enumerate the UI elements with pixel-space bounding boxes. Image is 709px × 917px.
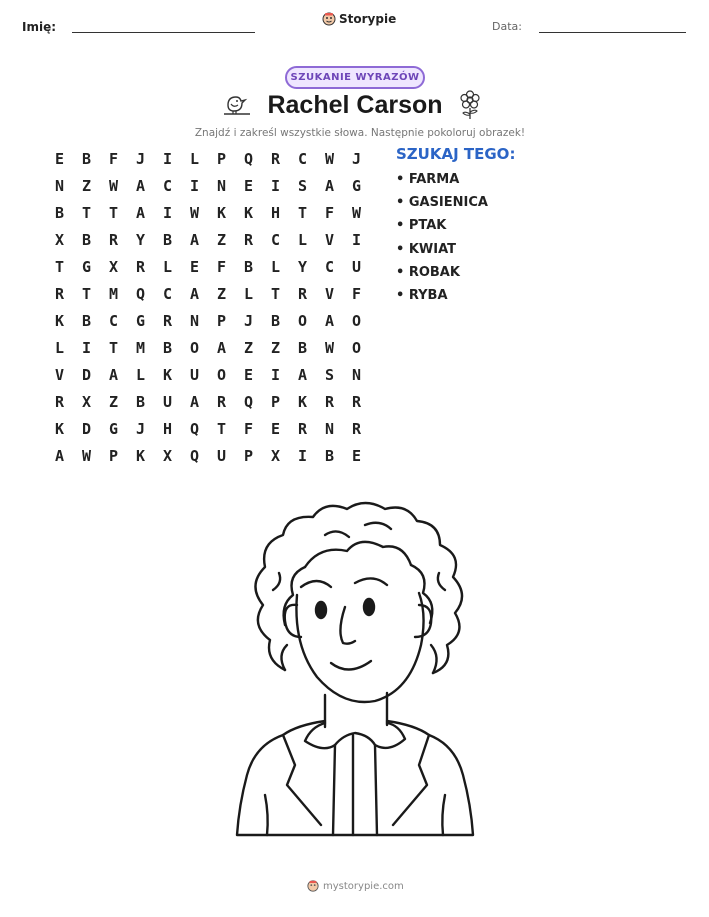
grid-letter[interactable]: I [81, 338, 92, 357]
grid-letter[interactable]: B [324, 446, 335, 465]
grid-letter[interactable]: H [162, 419, 173, 438]
grid-letter[interactable]: T [108, 338, 119, 357]
grid-letter[interactable]: B [81, 149, 92, 168]
brand [322, 12, 396, 26]
grid-letter[interactable]: S [324, 365, 335, 384]
instructions: Znajdź i zakreśl wszystkie słowa. Następnie pokoloruj obrazek! [194, 127, 526, 139]
word-search-grid[interactable] [46, 145, 370, 469]
grid-letter[interactable]: P [108, 446, 119, 465]
grid-letter[interactable]: R [108, 230, 119, 249]
grid-letter[interactable]: T [216, 419, 227, 438]
grid-letter[interactable]: I [162, 203, 173, 222]
grid-letter[interactable]: E [189, 257, 200, 276]
grid-letter[interactable]: X [81, 392, 92, 411]
grid-row [46, 172, 370, 199]
grid-letter[interactable]: T [81, 203, 92, 222]
grid-letter[interactable]: X [54, 230, 65, 249]
word-item: • GASIENICA [396, 195, 488, 211]
grid-row [46, 442, 370, 469]
grid-letter[interactable]: R [297, 419, 308, 438]
grid-letter[interactable]: R [54, 392, 65, 411]
grid-letter[interactable]: I [270, 365, 281, 384]
grid-letter[interactable]: R [54, 284, 65, 303]
grid-letter[interactable]: Q [135, 284, 146, 303]
brand-name: Storypie [339, 12, 397, 26]
grid-letter[interactable]: N [54, 176, 65, 195]
grid-letter[interactable]: G [108, 419, 119, 438]
grid-letter[interactable]: Q [189, 446, 200, 465]
grid-letter[interactable]: B [54, 203, 65, 222]
activity-badge: SZUKANIE WYRAZÓW [285, 66, 425, 89]
grid-letter[interactable]: X [162, 446, 173, 465]
grid-letter[interactable]: K [216, 203, 227, 222]
word-item: • KWIAT [396, 241, 457, 257]
grid-letter[interactable]: Y [135, 230, 146, 249]
grid-letter[interactable]: F [351, 284, 362, 303]
grid-letter[interactable]: A [135, 176, 146, 195]
grid-letter[interactable]: R [324, 392, 335, 411]
grid-letter[interactable]: X [108, 257, 119, 276]
grid-letter[interactable]: W [189, 203, 200, 222]
grid-letter[interactable]: Z [270, 338, 281, 357]
word-list-title: SZUKAJ TEGO: [396, 145, 516, 163]
grid-letter[interactable]: X [270, 446, 281, 465]
grid-letter[interactable]: Z [108, 392, 119, 411]
flower-icon [457, 90, 483, 120]
grid-letter[interactable]: I [270, 176, 281, 195]
grid-letter[interactable]: A [297, 365, 308, 384]
grid-letter[interactable]: C [324, 257, 335, 276]
grid-letter[interactable]: B [135, 392, 146, 411]
grid-letter[interactable]: K [162, 365, 173, 384]
grid-letter[interactable]: C [162, 284, 173, 303]
grid-letter[interactable]: A [135, 203, 146, 222]
grid-letter[interactable]: P [216, 149, 227, 168]
grid-letter[interactable]: U [351, 257, 362, 276]
grid-letter[interactable]: A [216, 338, 227, 357]
grid-letter[interactable]: F [108, 149, 119, 168]
grid-letter[interactable]: F [324, 203, 335, 222]
word-item: • ROBAK [396, 264, 460, 280]
grid-letter[interactable]: E [351, 446, 362, 465]
grid-letter[interactable]: W [108, 176, 119, 195]
grid-letter[interactable]: A [54, 446, 65, 465]
grid-letter[interactable]: P [270, 392, 281, 411]
grid-letter[interactable]: S [297, 176, 308, 195]
grid-letter[interactable]: N [189, 311, 200, 330]
grid-row [46, 334, 370, 361]
grid-letter[interactable]: C [297, 149, 308, 168]
grid-letter[interactable]: G [81, 257, 92, 276]
grid-letter[interactable]: A [324, 176, 335, 195]
grid-letter[interactable]: O [189, 338, 200, 357]
grid-letter[interactable]: Q [243, 392, 254, 411]
grid-letter[interactable]: O [297, 311, 308, 330]
grid-letter[interactable]: B [270, 311, 281, 330]
grid-letter[interactable]: B [81, 230, 92, 249]
grid-letter[interactable]: B [162, 230, 173, 249]
grid-letter[interactable]: R [351, 419, 362, 438]
bird-icon [222, 89, 254, 119]
grid-row [46, 253, 370, 280]
grid-letter[interactable]: W [324, 149, 335, 168]
grid-letter[interactable]: J [351, 149, 362, 168]
grid-letter[interactable]: E [243, 176, 254, 195]
grid-letter[interactable]: Y [297, 257, 308, 276]
grid-letter[interactable]: K [297, 392, 308, 411]
grid-letter[interactable]: A [189, 230, 200, 249]
grid-letter[interactable]: G [135, 311, 146, 330]
grid-letter[interactable]: D [81, 365, 92, 384]
grid-letter[interactable]: P [243, 446, 254, 465]
grid-letter[interactable]: N [351, 365, 362, 384]
grid-letter[interactable]: R [135, 257, 146, 276]
grid-letter[interactable]: T [81, 284, 92, 303]
grid-letter[interactable]: H [270, 203, 281, 222]
grid-letter[interactable]: F [216, 257, 227, 276]
date-label: Data: [492, 20, 522, 33]
grid-letter[interactable]: C [108, 311, 119, 330]
grid-letter[interactable]: Q [243, 149, 254, 168]
grid-letter[interactable]: G [351, 176, 362, 195]
grid-letter[interactable]: V [324, 230, 335, 249]
grid-letter[interactable]: I [162, 149, 173, 168]
grid-letter[interactable]: J [135, 419, 146, 438]
word-item: • RYBA [396, 287, 448, 303]
grid-letter[interactable]: C [162, 176, 173, 195]
grid-letter[interactable]: B [297, 338, 308, 357]
grid-letter[interactable]: B [162, 338, 173, 357]
grid-letter[interactable]: V [54, 365, 65, 384]
grid-letter[interactable]: N [216, 176, 227, 195]
storypie-logo-icon [322, 12, 336, 26]
grid-letter[interactable]: B [243, 257, 254, 276]
grid-letter[interactable]: L [243, 284, 254, 303]
grid-letter[interactable]: O [351, 338, 362, 357]
grid-letter[interactable]: E [270, 419, 281, 438]
word-item: • PTAK [396, 218, 447, 234]
grid-letter[interactable]: T [297, 203, 308, 222]
grid-letter[interactable]: I [189, 176, 200, 195]
grid-letter[interactable]: A [324, 311, 335, 330]
grid-letter[interactable]: W [81, 446, 92, 465]
grid-letter[interactable]: Q [189, 419, 200, 438]
grid-row [46, 145, 370, 172]
grid-letter[interactable]: T [108, 203, 119, 222]
grid-letter[interactable]: L [270, 257, 281, 276]
page-title: Rachel Carson [267, 91, 443, 119]
grid-letter[interactable]: A [189, 284, 200, 303]
grid-row [46, 415, 370, 442]
grid-letter[interactable]: U [216, 446, 227, 465]
grid-letter[interactable]: N [324, 419, 335, 438]
grid-letter[interactable]: Z [81, 176, 92, 195]
grid-letter[interactable]: U [189, 365, 200, 384]
storypie-logo-icon [307, 880, 319, 892]
grid-row [46, 388, 370, 415]
grid-letter[interactable]: I [297, 446, 308, 465]
word-list [396, 145, 676, 311]
grid-row [46, 199, 370, 226]
grid-letter[interactable]: K [54, 419, 65, 438]
grid-letter[interactable]: O [216, 365, 227, 384]
grid-letter[interactable]: K [135, 446, 146, 465]
grid-letter[interactable]: L [162, 257, 173, 276]
grid-letter[interactable]: E [54, 149, 65, 168]
grid-row [46, 226, 370, 253]
grid-letter[interactable]: Z [243, 338, 254, 357]
grid-letter[interactable]: M [135, 338, 146, 357]
grid-letter[interactable]: A [108, 365, 119, 384]
grid-letter[interactable]: C [270, 230, 281, 249]
grid-letter[interactable]: K [243, 203, 254, 222]
grid-letter[interactable]: T [54, 257, 65, 276]
grid-letter[interactable]: R [297, 284, 308, 303]
grid-letter[interactable]: Z [216, 230, 227, 249]
grid-letter[interactable]: R [243, 230, 254, 249]
grid-letter[interactable]: J [135, 149, 146, 168]
footer-url: mystorypie.com [323, 880, 404, 892]
grid-letter[interactable]: U [162, 392, 173, 411]
name-field[interactable] [72, 32, 255, 33]
grid-letter[interactable]: L [189, 149, 200, 168]
grid-letter[interactable]: R [351, 392, 362, 411]
grid-letter[interactable]: R [162, 311, 173, 330]
footer [307, 880, 404, 892]
grid-letter[interactable]: Z [216, 284, 227, 303]
grid-letter[interactable]: I [351, 230, 362, 249]
grid-letter[interactable]: R [216, 392, 227, 411]
coloring-portrait[interactable] [225, 495, 485, 845]
grid-letter[interactable]: M [108, 284, 119, 303]
grid-letter[interactable]: D [81, 419, 92, 438]
grid-letter[interactable]: R [270, 149, 281, 168]
grid-letter[interactable]: L [297, 230, 308, 249]
name-label: Imię: [22, 20, 57, 34]
grid-letter[interactable]: L [54, 338, 65, 357]
grid-letter[interactable]: J [243, 311, 254, 330]
grid-letter[interactable]: O [351, 311, 362, 330]
grid-letter[interactable]: W [351, 203, 362, 222]
date-field[interactable] [539, 32, 686, 33]
grid-row [46, 280, 370, 307]
grid-letter[interactable]: E [243, 365, 254, 384]
word-item: • FARMA [396, 172, 460, 187]
grid-letter[interactable]: A [189, 392, 200, 411]
grid-letter[interactable]: T [270, 284, 281, 303]
grid-letter[interactable]: F [243, 419, 254, 438]
grid-letter[interactable]: B [81, 311, 92, 330]
grid-letter[interactable]: L [135, 365, 146, 384]
grid-row [46, 307, 370, 334]
grid-row [46, 361, 370, 388]
grid-letter[interactable]: K [54, 311, 65, 330]
grid-letter[interactable]: W [324, 338, 335, 357]
grid-letter[interactable]: P [216, 311, 227, 330]
grid-letter[interactable]: V [324, 284, 335, 303]
